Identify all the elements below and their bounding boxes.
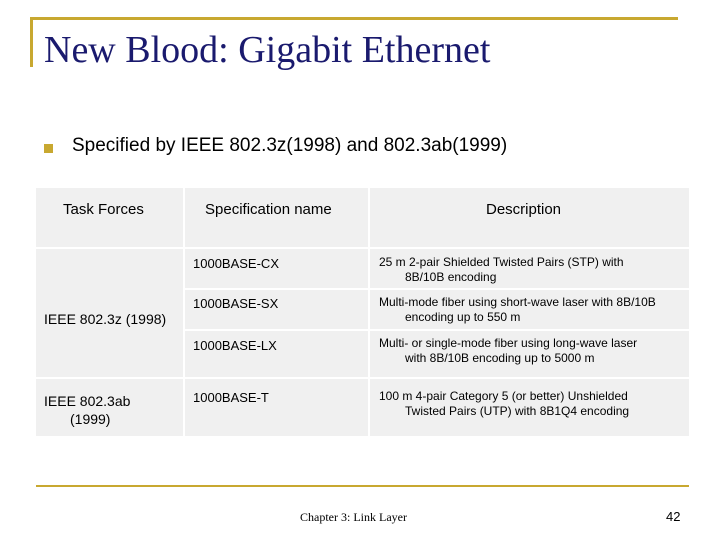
task-force-label-line2: (1999) [70, 411, 111, 427]
header-description [370, 188, 689, 247]
header-spec-name [185, 188, 368, 247]
desc-line2: encoding up to 550 m [405, 310, 521, 324]
header-label: Description [486, 201, 562, 218]
gigabit-table [36, 188, 689, 436]
spec-name: 1000BASE-CX [193, 256, 279, 271]
table-row [370, 290, 689, 329]
table-row [185, 331, 368, 377]
spec-name: 1000BASE-LX [193, 338, 277, 353]
desc-line1: Multi- or single-mode fiber using long-wave laser [379, 336, 638, 350]
desc-line2: 8B/10B encoding [405, 270, 497, 284]
spec-description [379, 295, 656, 325]
spec-description [379, 389, 629, 419]
bullet-text: Specified by IEEE 802.3z(1998) and 802.3ab(1999) [72, 135, 508, 156]
spec-description [379, 255, 624, 285]
table-row [370, 379, 689, 436]
footer-rule [36, 485, 689, 487]
page-number: 42 [666, 509, 681, 524]
task-force-label: IEEE 802.3z (1998) [44, 311, 167, 327]
table-row [185, 379, 368, 436]
footer-chapter: Chapter 3: Link Layer [300, 510, 407, 524]
bullet-square-icon [44, 144, 53, 153]
task-force-cell [36, 379, 183, 436]
frame-top-rule [30, 17, 678, 20]
table-row [185, 249, 368, 288]
desc-line1: 100 m 4-pair Category 5 (or better) Unshielded [379, 389, 628, 403]
frame-left-rule [30, 17, 33, 67]
task-force-label-line1: IEEE 802.3ab [44, 393, 131, 409]
table-row [370, 331, 689, 377]
header-label: Task Forces [63, 201, 144, 218]
task-force-cell [36, 249, 183, 377]
spec-name: 1000BASE-T [193, 390, 269, 405]
table-row [370, 249, 689, 288]
table-row [185, 290, 368, 329]
spec-description [379, 336, 637, 366]
desc-line2: Twisted Pairs (UTP) with 8B1Q4 encoding [405, 404, 630, 418]
desc-line2: with 8B/10B encoding up to 5000 m [405, 351, 595, 365]
desc-line1: 25 m 2-pair Shielded Twisted Pairs (STP) with [379, 255, 624, 269]
spec-name: 1000BASE-SX [193, 296, 279, 311]
header-task-forces [36, 188, 183, 247]
slide-title: New Blood: Gigabit Ethernet [44, 29, 491, 71]
desc-line1: Multi-mode fiber using short-wave laser with 8B/10B [379, 295, 656, 309]
header-label: Specification name [205, 201, 332, 218]
